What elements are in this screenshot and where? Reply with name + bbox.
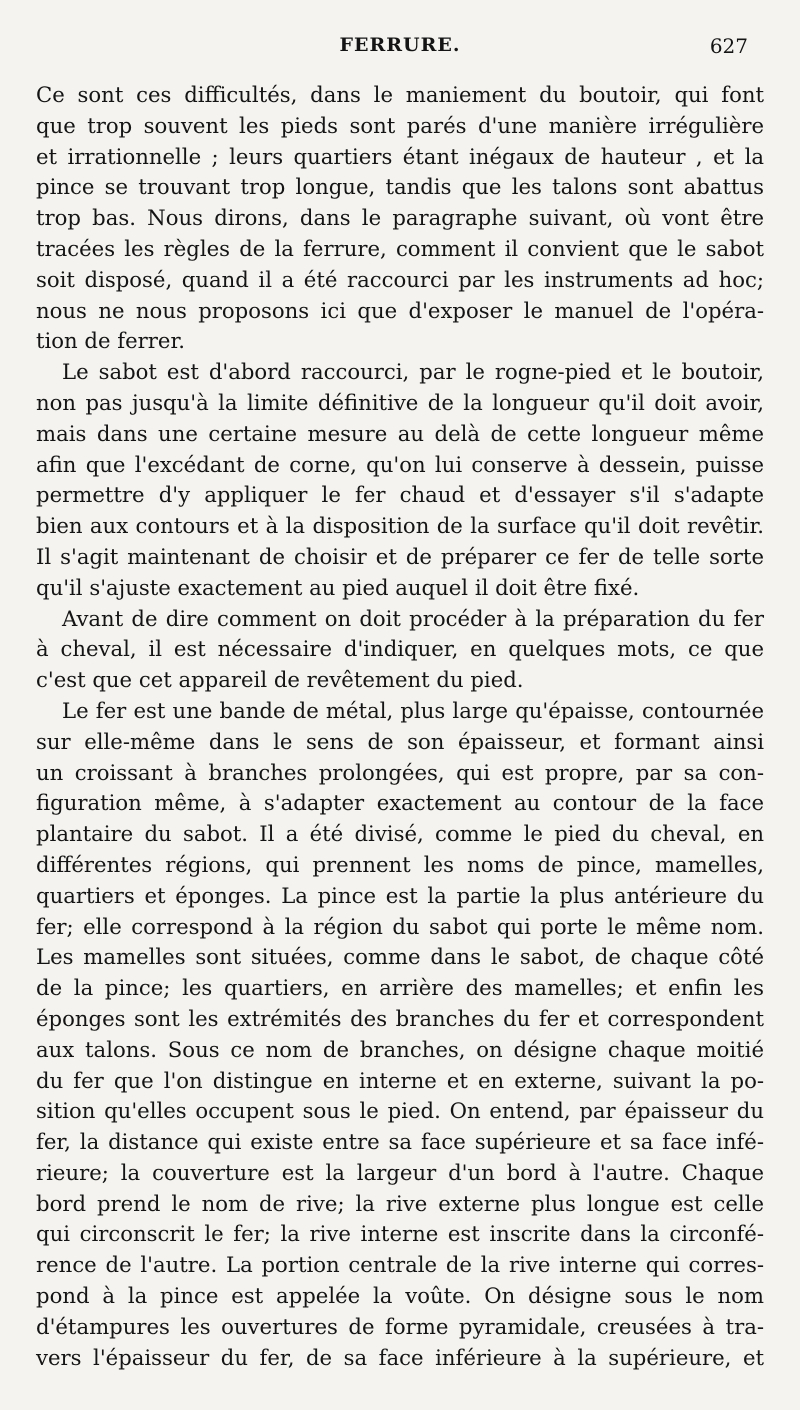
text-line: un croissant à branches prolongées, qui est propre, par sa con- — [36, 759, 764, 785]
running-title: FERRURE. — [339, 34, 461, 56]
text-line: de la pince; les quartiers, en arrière des mamelles; et enfin les — [36, 975, 764, 1001]
page-header — [0, 34, 800, 62]
text-line: pince se trouvant trop longue, tandis que les talons sont abattus — [36, 174, 764, 200]
text-line: bord prend le nom de rive; la rive externe plus longue est celle — [36, 1190, 764, 1216]
text-line: à cheval, il est nécessaire d'indiquer, en quelques mots, ce que — [36, 636, 764, 662]
text-line: différentes régions, qui prennent les noms de pince, mamelles, — [36, 851, 764, 877]
text-line: fer; elle correspond à la région du sabot qui porte le même nom. — [36, 913, 764, 939]
text-line: tracées les règles de la ferrure, comment il convient que le sabot — [36, 235, 764, 261]
text-line: quartiers et éponges. La pince est la partie la plus antérieure du — [36, 882, 764, 908]
text-line: pond à la pince est appelée la voûte. On désigne sous le nom — [36, 1283, 764, 1309]
text-line: c'est que cet appareil de revêtement du pied. — [36, 667, 524, 693]
text-line: Les mamelles sont situées, comme dans le sabot, de chaque côté — [36, 944, 764, 970]
text-line: bien aux contours et à la disposition de la surface qu'il doit revêtir. — [36, 513, 764, 539]
text-line: rence de l'autre. La portion centrale de la rive interne qui corres- — [36, 1252, 764, 1278]
text-line: vers l'épaisseur du fer, de sa face inférieure à la supérieure, et — [36, 1344, 764, 1370]
text-line: qui circonscrit le fer; la rive interne est inscrite dans la circonfé- — [36, 1221, 764, 1247]
text-line: afin que l'excédant de corne, qu'on lui conserve à dessein, puisse — [36, 451, 764, 477]
text-line: sur elle-même dans le sens de son épaisseur, et formant ainsi — [36, 728, 764, 754]
text-line: figuration même, à s'adapter exactement au contour de la face — [36, 790, 764, 816]
text-line: sition qu'elles occupent sous le pied. On entend, par épaisseur du — [36, 1098, 764, 1124]
text-line: aux talons. Sous ce nom de branches, on désigne chaque moitié — [36, 1036, 764, 1062]
text-line: Il s'agit maintenant de choisir et de préparer ce fer de telle sorte — [36, 543, 764, 569]
text-line: et irrationnelle ; leurs quartiers étant inégaux de hauteur , et la — [36, 143, 764, 169]
text-line: que trop souvent les pieds sont parés d'une manière irrégulière — [36, 112, 764, 138]
body-text — [36, 80, 764, 1373]
text-line: soit disposé, quand il a été raccourci par les instruments ad hoc; — [36, 266, 764, 292]
text-line: d'étampures les ouvertures de forme pyramidale, creusées à tra- — [36, 1313, 764, 1339]
text-line: Le fer est une bande de métal, plus large qu'épaisse, contournée — [62, 697, 764, 723]
text-line: du fer que l'on distingue en interne et en externe, suivant la po- — [36, 1067, 764, 1093]
text-line: Le sabot est d'abord raccourci, par le rogne-pied et le boutoir, — [62, 359, 764, 385]
text-line: non pas jusqu'à la limite définitive de la longueur qu'il doit avoir, — [36, 389, 764, 415]
text-line: permettre d'y appliquer le fer chaud et d'essayer s'il s'adapte — [36, 482, 764, 508]
text-line: tion de ferrer. — [36, 328, 185, 354]
text-line: mais dans une certaine mesure au delà de cette longueur même — [36, 420, 764, 446]
text-line: nous ne nous proposons ici que d'exposer le manuel de l'opéra- — [36, 297, 764, 323]
text-line: trop bas. Nous dirons, dans le paragraphe suivant, où vont être — [36, 205, 764, 231]
text-line: qu'il s'ajuste exactement au pied auquel il doit être fixé. — [36, 574, 640, 600]
text-line: Ce sont ces difficultés, dans le maniement du boutoir, qui font — [36, 82, 764, 107]
text-line: éponges sont les extrémités des branches du fer et correspondent — [36, 1005, 764, 1031]
page-number: 627 — [709, 34, 748, 58]
text-line: fer, la distance qui existe entre sa face supérieure et sa face infé- — [36, 1129, 764, 1155]
text-line: Avant de dire comment on doit procéder à la préparation du fer — [62, 605, 764, 631]
text-line: rieure; la couverture est la largeur d'un bord à l'autre. Chaque — [36, 1159, 764, 1185]
text-line: plantaire du sabot. Il a été divisé, comme le pied du cheval, en — [36, 821, 764, 847]
